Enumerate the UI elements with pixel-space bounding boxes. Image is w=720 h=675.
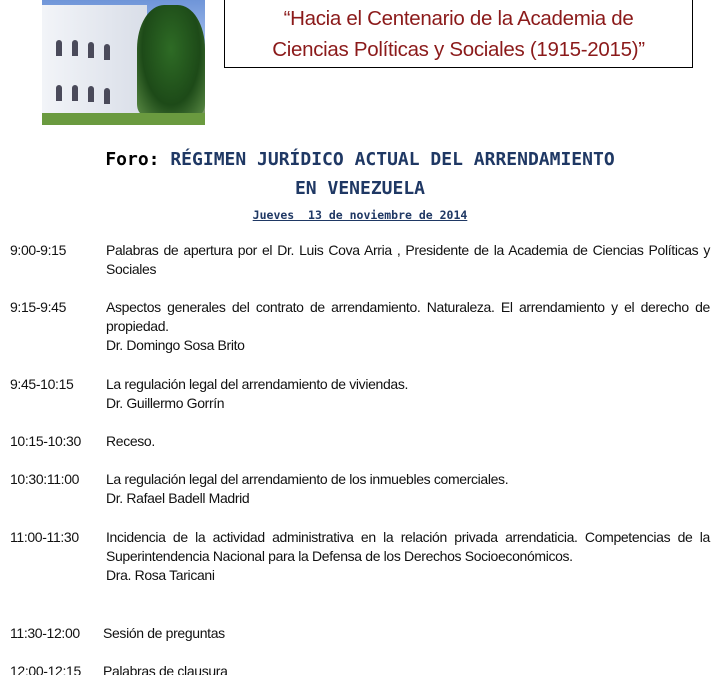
academy-building-photo: [42, 0, 205, 125]
schedule-item: [10, 528, 710, 586]
schedule-time: 9:00-9:15: [10, 242, 67, 258]
schedule-time: 10:15-10:30: [10, 433, 81, 449]
schedule-item: [10, 432, 710, 451]
schedule-time: 9:45-10:15: [10, 376, 74, 392]
schedule-time: 12:00-12:15: [10, 663, 81, 675]
schedule-description: Receso.: [106, 433, 155, 449]
schedule-time: 9:15-9:45: [10, 299, 67, 315]
schedule-description: Sesión de preguntas: [103, 625, 225, 641]
schedule-description: La regulación legal del arrendamiento de viviendas.: [106, 376, 409, 392]
schedule-item: [10, 662, 710, 675]
schedule-item: [10, 298, 710, 356]
schedule-speaker: Dra. Rosa Taricani: [106, 567, 215, 584]
banner-line-1: “Hacia el Centenario de la Academia de: [283, 7, 634, 30]
schedule-time: 11:00-11:30: [10, 529, 79, 545]
forum-title-line-1: RÉGIMEN JURÍDICO ACTUAL DEL ARRENDAMIENTO: [170, 149, 615, 170]
schedule-item: [10, 241, 710, 279]
schedule-item: [10, 624, 710, 643]
banner-line-2: Ciencias Políticas y Sociales (1915-2015)”: [272, 38, 645, 61]
forum-date: Jueves 13 de noviembre de 2014: [252, 208, 468, 222]
forum-label: Foro:: [105, 149, 160, 170]
schedule-description: Palabras de clausura: [103, 663, 228, 675]
schedule-description: Aspectos generales del contrato de arrendamiento. Naturaleza. El arrendamiento y el derecho de propiedad.: [106, 299, 710, 335]
schedule-item: [10, 470, 710, 508]
schedule-speaker: Dr. Guillermo Gorrín: [106, 395, 225, 412]
schedule-speaker: Dr. Rafael Badell Madrid: [106, 490, 250, 507]
schedule-speaker: Dr. Domingo Sosa Brito: [106, 337, 245, 354]
schedule-description: Incidencia de la actividad administrativa en la relación privada arrendaticia. Competencias de la Superintendencia Nacional para la Defensa de los Derechos Socioeconómicos.: [106, 529, 710, 565]
forum-title: [0, 149, 720, 170]
centenary-banner: [224, 0, 693, 68]
schedule-description: Palabras de apertura por el Dr. Luis Cova Arria , Presidente de la Academia de Ciencias Políticas y Sociales: [106, 242, 710, 278]
schedule-time: 10:30:11:00: [10, 471, 80, 487]
schedule-item: [10, 375, 710, 413]
schedule-time: 11:30-12:00: [10, 625, 80, 641]
forum-title-line-2: EN VENEZUELA: [294, 178, 426, 199]
schedule-description: La regulación legal del arrendamiento de los inmuebles comerciales.: [106, 471, 509, 487]
